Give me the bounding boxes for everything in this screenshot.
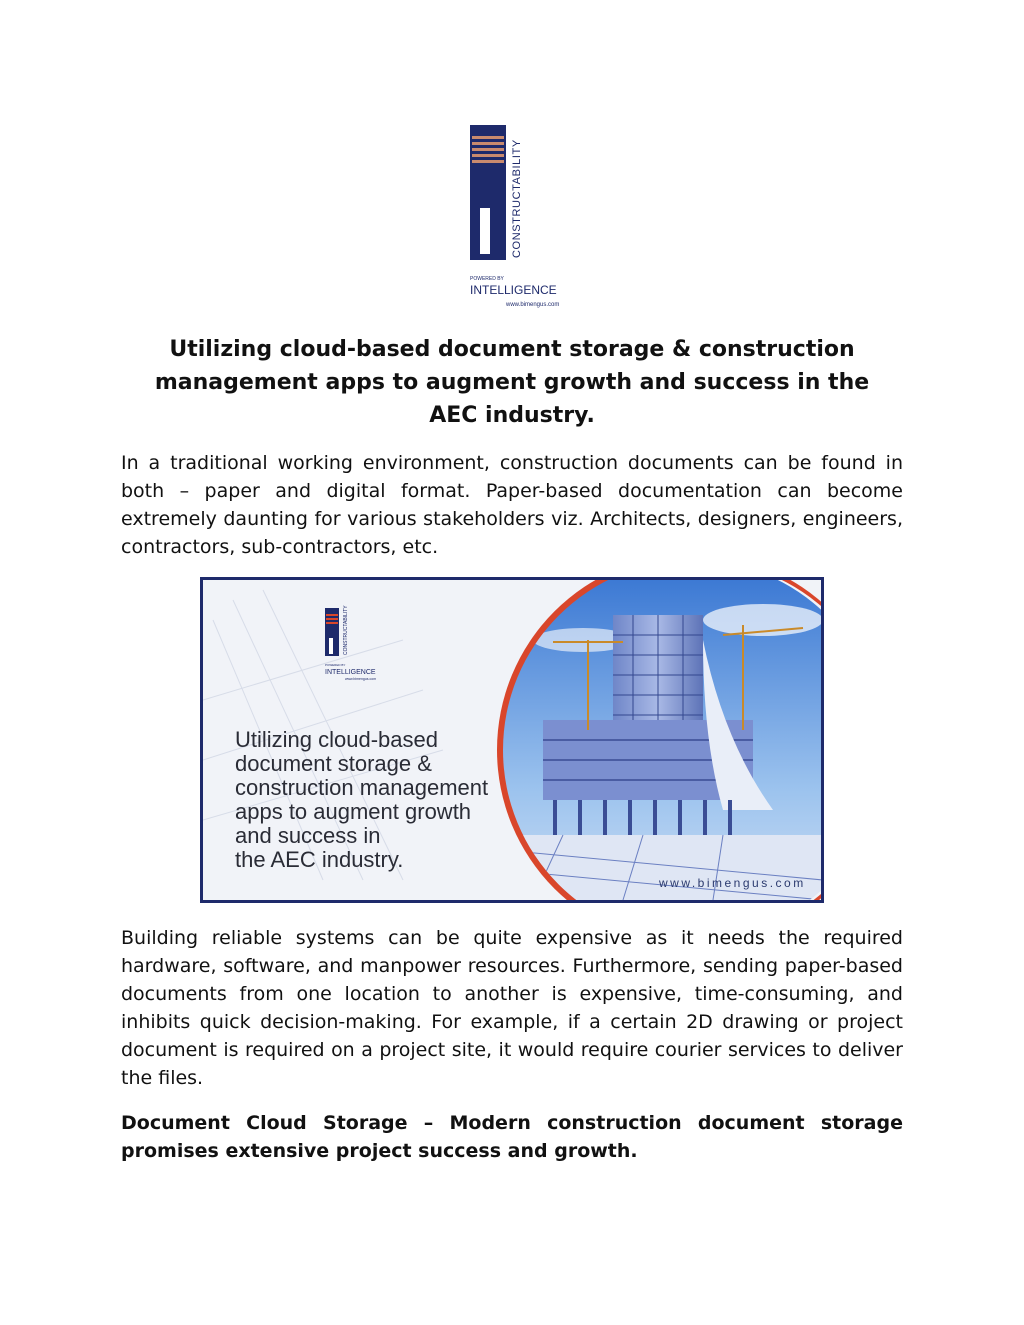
logo-url: www.bimengus.com [506,302,560,308]
logo-brand: INTELLIGENCE [470,283,557,297]
intro-paragraph: In a traditional working environment, construction documents can be found in both – paper and digital format. Paper-based documentation can become extremely daunting for various stakeholders viz. Architects, designers, engineers, contractors, sub-contractors, etc. [121,452,903,558]
title-line-2: management apps to augment growth and success in the [154,370,870,395]
logo-powered-by: POWERED BY [470,276,504,282]
banner-line-1: Utilizing cloud-based [235,727,438,752]
banner-powered-by: POWERED BY [325,663,346,667]
banner-logo-url: www.bimengus.com [345,677,377,681]
banner-line-2: document storage & [235,751,432,776]
banner-url: www.bimengus.com [659,876,806,890]
banner-image [200,577,824,903]
banner-line-4: apps to augment growth [235,799,472,824]
constructability-logo [462,120,582,320]
body-paragraph: Building reliable systems can be quite expensive as it needs the required hardware, software, and manpower resources. Furthermore, sending paper-based documents from one location to another is expensive, time-consuming, and inhibits quick decision-making. For example, if a certain 2D drawing or project document is required on a project site, it would require courier services to deliver the files. [121,927,903,1089]
banner-line-5: and success in [235,823,381,848]
logo-vertical-text: CONSTRUCTABILITY [511,139,523,258]
section-heading: Document Cloud Storage – Modern construction document storage promises extensive project success and growth. [121,1112,903,1162]
title-line-1: Utilizing cloud-based document storage & construction [169,337,855,362]
banner-line-3: construction management [235,775,489,800]
banner-brand: INTELLIGENCE [325,669,376,676]
logo-mark [462,120,582,320]
banner-headline [235,728,555,872]
page-title [120,333,904,432]
banner-logo-text: CONSTRUCTABILITY [343,605,349,655]
banner-line-6: the AEC industry. [235,847,404,872]
title-line-3: AEC industry. [429,403,595,428]
